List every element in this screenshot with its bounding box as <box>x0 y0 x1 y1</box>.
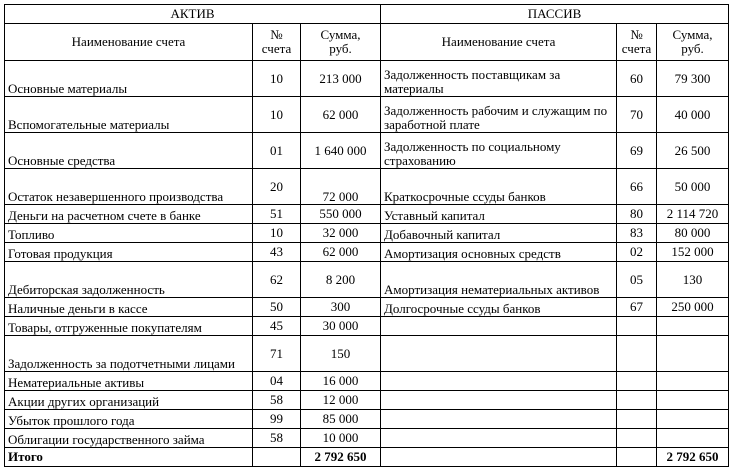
active-amount: 1 640 000 <box>301 133 381 169</box>
passive-account-name: Задолженность поставщикам за материалы <box>381 61 617 97</box>
passive-account-name: Задолженность по социальному страхованию <box>381 133 617 169</box>
passive-amount: 152 000 <box>657 243 729 262</box>
passive-account-number: 67 <box>617 298 657 317</box>
active-account-number: 99 <box>253 410 301 429</box>
active-account-number: 71 <box>253 336 301 372</box>
active-amount: 300 <box>301 298 381 317</box>
total-label: Итого <box>5 448 253 467</box>
table-row <box>5 298 729 317</box>
active-amount: 150 <box>301 336 381 372</box>
balance-sheet-table <box>4 4 729 467</box>
active-account-name: Топливо <box>5 224 253 243</box>
table-row <box>5 372 729 391</box>
active-amount: 30 000 <box>301 317 381 336</box>
active-amount: 72 000 <box>301 169 381 205</box>
active-account-number: 45 <box>253 317 301 336</box>
active-amount: 32 000 <box>301 224 381 243</box>
active-num-header: № счета <box>253 24 301 61</box>
active-account-number: 04 <box>253 372 301 391</box>
passive-account-number <box>617 336 657 372</box>
passive-amount <box>657 429 729 448</box>
active-sum-header: Сумма, руб. <box>301 24 381 61</box>
passive-account-name: Долгосрочные ссуды банков <box>381 298 617 317</box>
total-passive-name <box>381 448 617 467</box>
active-section-header: АКТИВ <box>5 5 381 24</box>
passive-account-number <box>617 429 657 448</box>
passive-amount: 80 000 <box>657 224 729 243</box>
active-amount: 85 000 <box>301 410 381 429</box>
passive-account-name <box>381 372 617 391</box>
passive-account-name <box>381 429 617 448</box>
passive-account-number: 60 <box>617 61 657 97</box>
active-amount: 8 200 <box>301 262 381 298</box>
active-account-name: Остаток незавершенного производства <box>5 169 253 205</box>
total-active-num <box>253 448 301 467</box>
active-amount: 550 000 <box>301 205 381 224</box>
passive-account-number <box>617 317 657 336</box>
active-amount: 62 000 <box>301 243 381 262</box>
passive-account-number: 02 <box>617 243 657 262</box>
active-account-name: Нематериальные активы <box>5 372 253 391</box>
table-row <box>5 317 729 336</box>
active-account-name: Основные средства <box>5 133 253 169</box>
passive-account-name: Задолженность рабочим и служащим по заработной плате <box>381 97 617 133</box>
table-row <box>5 410 729 429</box>
total-row <box>5 448 729 467</box>
active-amount: 10 000 <box>301 429 381 448</box>
passive-amount <box>657 391 729 410</box>
passive-account-name <box>381 391 617 410</box>
passive-amount: 250 000 <box>657 298 729 317</box>
table-row <box>5 224 729 243</box>
passive-account-name: Добавочный капитал <box>381 224 617 243</box>
table-row <box>5 429 729 448</box>
passive-amount <box>657 372 729 391</box>
active-account-number: 58 <box>253 429 301 448</box>
table-row <box>5 243 729 262</box>
passive-account-name: Уставный капитал <box>381 205 617 224</box>
passive-account-number <box>617 391 657 410</box>
active-account-name: Облигации государственного займа <box>5 429 253 448</box>
passive-account-name: Краткосрочные ссуды банков <box>381 169 617 205</box>
active-account-name: Готовая продукция <box>5 243 253 262</box>
table-row <box>5 205 729 224</box>
active-account-name: Убыток прошлого года <box>5 410 253 429</box>
table-row <box>5 169 729 205</box>
table-row <box>5 97 729 133</box>
passive-account-number <box>617 372 657 391</box>
table-row <box>5 262 729 298</box>
active-account-number: 58 <box>253 391 301 410</box>
passive-account-number <box>617 410 657 429</box>
passive-amount: 2 114 720 <box>657 205 729 224</box>
active-account-name: Товары, отгруженные покупателям <box>5 317 253 336</box>
active-account-name: Деньги на расчетном счете в банке <box>5 205 253 224</box>
active-amount: 12 000 <box>301 391 381 410</box>
total-active-sum: 2 792 650 <box>301 448 381 467</box>
active-account-number: 10 <box>253 97 301 133</box>
active-account-name: Дебиторская задолженность <box>5 262 253 298</box>
active-account-number: 20 <box>253 169 301 205</box>
active-account-number: 10 <box>253 224 301 243</box>
passive-amount: 50 000 <box>657 169 729 205</box>
passive-sum-header: Сумма, руб. <box>657 24 729 61</box>
passive-account-name <box>381 317 617 336</box>
passive-amount <box>657 317 729 336</box>
passive-num-header: № счета <box>617 24 657 61</box>
active-amount: 62 000 <box>301 97 381 133</box>
active-account-name: Акции других организаций <box>5 391 253 410</box>
table-row <box>5 336 729 372</box>
passive-amount: 40 000 <box>657 97 729 133</box>
total-passive-num <box>617 448 657 467</box>
table-row <box>5 133 729 169</box>
active-name-header: Наименование счета <box>5 24 253 61</box>
active-account-number: 01 <box>253 133 301 169</box>
active-account-number: 51 <box>253 205 301 224</box>
passive-amount <box>657 336 729 372</box>
active-amount: 16 000 <box>301 372 381 391</box>
active-account-number: 10 <box>253 61 301 97</box>
passive-amount: 79 300 <box>657 61 729 97</box>
passive-account-number: 80 <box>617 205 657 224</box>
active-account-name: Вспомогательные материалы <box>5 97 253 133</box>
table-row <box>5 61 729 97</box>
passive-account-name: Амортизация основных средств <box>381 243 617 262</box>
passive-account-name <box>381 410 617 429</box>
passive-account-number: 83 <box>617 224 657 243</box>
passive-section-header: ПАССИВ <box>381 5 729 24</box>
active-account-number: 50 <box>253 298 301 317</box>
passive-name-header: Наименование счета <box>381 24 617 61</box>
passive-amount: 26 500 <box>657 133 729 169</box>
passive-account-number: 70 <box>617 97 657 133</box>
active-account-name: Наличные деньги в кассе <box>5 298 253 317</box>
active-account-number: 43 <box>253 243 301 262</box>
passive-account-number: 69 <box>617 133 657 169</box>
passive-account-number: 66 <box>617 169 657 205</box>
passive-account-number: 05 <box>617 262 657 298</box>
active-amount: 213 000 <box>301 61 381 97</box>
active-account-name: Основные материалы <box>5 61 253 97</box>
passive-account-name: Амортизация нематериальных активов <box>381 262 617 298</box>
active-account-name: Задолженность за подотчетными лицами <box>5 336 253 372</box>
active-account-number: 62 <box>253 262 301 298</box>
table-row <box>5 391 729 410</box>
passive-amount: 130 <box>657 262 729 298</box>
passive-amount <box>657 410 729 429</box>
total-passive-sum: 2 792 650 <box>657 448 729 467</box>
passive-account-name <box>381 336 617 372</box>
